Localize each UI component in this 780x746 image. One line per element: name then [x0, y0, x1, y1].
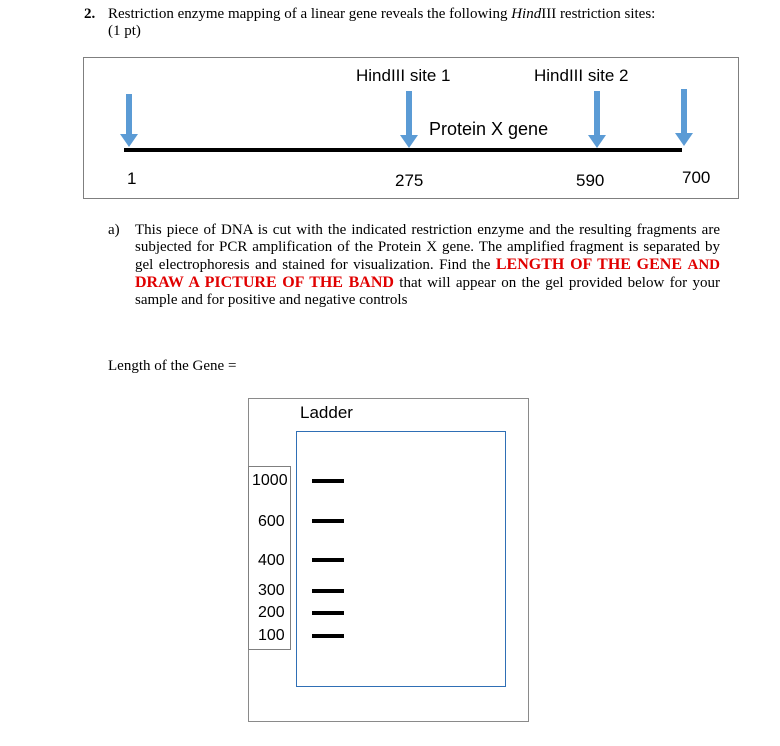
and-highlight: AND: [687, 257, 720, 273]
size-400: 400: [258, 552, 285, 569]
down-arrow-icon: [400, 91, 418, 148]
position-700: 700: [682, 168, 711, 187]
size-300: 300: [258, 582, 285, 599]
ladder-size-labels: [248, 466, 291, 650]
gene-length-label: Length of the Gene =: [108, 358, 237, 374]
question-number: 2.: [84, 6, 96, 22]
enzyme-name-italic: Hind: [511, 6, 542, 22]
ladder-band-200: [312, 611, 344, 615]
ladder-band-1000: [312, 479, 344, 483]
hindiii-site-1-label: HindIII site 1: [356, 66, 451, 85]
ladder-band-300: [312, 589, 344, 593]
enzyme-name-rest: III restriction sites:: [541, 6, 656, 22]
ladder-band-100: [312, 634, 344, 638]
position-275: 275: [395, 171, 424, 190]
question-points: (1 pt): [108, 23, 141, 39]
down-arrow-icon: [675, 89, 693, 146]
down-arrow-icon: [588, 91, 606, 148]
protein-x-gene-label: Protein X gene: [429, 119, 549, 139]
part-a-instructions: This piece of DNA is cut with the indicated restriction enzyme and the resulting fragments are subjected for PCR amplification of the Protein X gene. The amplified fragment is separated by gel electrophoresis and stained for visualization. Find the: [135, 222, 720, 273]
length-of-gene-highlight: LENGTH OF THE GENE: [495, 256, 683, 273]
draw-band-highlight: DRAW A PICTURE OF THE BAND: [135, 274, 394, 291]
ladder-band-400: [312, 558, 344, 562]
question-text: [108, 6, 748, 40]
question-text-start: Restriction enzyme mapping of a linear gene reveals the following: [108, 6, 512, 22]
dna-strand-line: [124, 148, 682, 152]
down-arrow-icon: [120, 94, 138, 147]
position-590: 590: [576, 171, 605, 190]
part-a-letter: a): [108, 222, 120, 238]
part-a-instructions-end: that will appear on the gel provided below for your sample and for positive and negative controls: [135, 275, 720, 308]
hindiii-site-2-label: HindIII site 2: [534, 66, 629, 85]
position-1: 1: [127, 169, 137, 188]
size-100: 100: [258, 627, 285, 644]
ladder-label: Ladder: [300, 403, 353, 422]
size-1000: 1000: [252, 472, 288, 489]
size-200: 200: [258, 604, 285, 621]
size-600: 600: [258, 513, 285, 530]
ladder-band-600: [312, 519, 344, 523]
restriction-map: [83, 57, 739, 199]
part-a-text: [135, 222, 720, 309]
